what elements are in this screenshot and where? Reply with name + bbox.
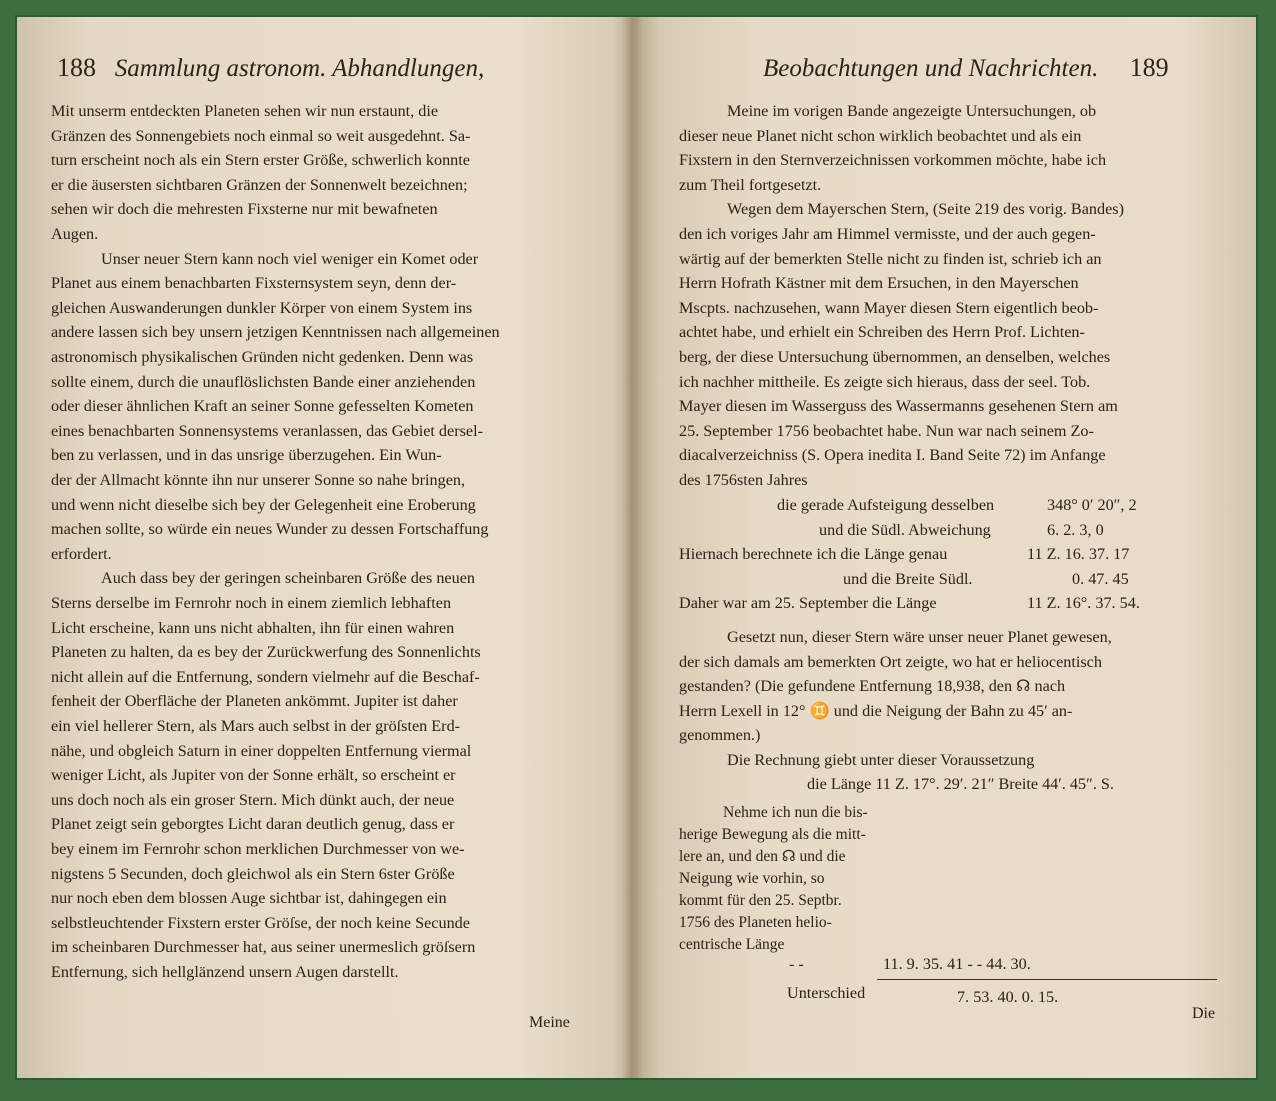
text-line: der sich damals am bemerkten Ort zeigte, wo hat er heliocentisch xyxy=(679,652,1102,671)
text-line: eines benachbarten Sonnensystems veranlassen, das Gebiet dersel- xyxy=(51,421,483,440)
text-line: Fixstern in den Sternverzeichnissen vorkommen möchte, habe ich xyxy=(679,151,1107,170)
table-row-value: 6. 2. 3, 0 xyxy=(1047,520,1104,539)
table-row-value: 11 Z. 16°. 37. 54. xyxy=(1027,594,1140,613)
text-line: Sterns derselbe im Fernrohr noch in einem ziemlich lebhaften xyxy=(51,594,452,612)
right-catchword: Die xyxy=(1192,1005,1216,1022)
text-line: Planet zeigt sein geborgtes Licht daran deutlich genug, dass er xyxy=(51,815,455,834)
text-line: turn erscheint noch als ein Stern erster Größe, schwerlich konnte xyxy=(51,151,470,170)
table-row-value: 11 Z. 16. 37. 17 xyxy=(1027,545,1130,564)
book-spread xyxy=(15,15,1258,1080)
left-head-title: Sammlung astronom. Abhandlungen, xyxy=(114,55,485,82)
text-line: sehen wir doch die mehresten Fixsterne nur mit bewafneten xyxy=(51,200,438,219)
table-row-label: Hiernach berechnete ich die Länge genau xyxy=(679,545,948,564)
text-line: Planeten zu halten, da es bey der Zurückwerfung des Sonnenlichts xyxy=(51,643,481,662)
text-line: Augen. xyxy=(51,225,99,243)
text-line: gestanden? (Die gefundene Entfernung 18,938, den ☊ nach xyxy=(679,677,1066,696)
text-line: bey einem im Fernrohr schon merklichen Durchmesser von we- xyxy=(51,840,465,858)
text-line: sollte einem, durch die unauflöslichsten Bande einer anziehenden xyxy=(51,372,476,391)
text-line: Wegen dem Mayerschen Stern, (Seite 219 des vorig. Bandes) xyxy=(727,200,1124,219)
small-text-line: herige Bewegung als die mitt- xyxy=(679,826,866,843)
text-line: Gränzen des Sonnengebiets noch einmal so weit ausgedehnt. Sa- xyxy=(51,126,471,145)
text-line: ben zu verlassen, und in das unsrige überzugehen. Ein Wun- xyxy=(51,446,442,465)
text-line: berg, der diese Untersuchung übernommen, an denselben, welches xyxy=(679,348,1111,366)
small-text-line: Neigung wie vorhin, so xyxy=(679,870,825,887)
unterschied-values: 7. 53. 40. 0. 15. xyxy=(957,988,1059,1006)
text-line: Gesetzt nun, dieser Stern wäre unser neuer Planet gewesen, xyxy=(727,628,1112,646)
sum-rule xyxy=(877,979,1217,980)
right-page-number: 189 xyxy=(1129,53,1169,82)
text-line: nur noch eben dem blossen Auge sichtbar ist, dahingegen ein xyxy=(51,889,447,908)
table-row-label: und die Breite Südl. xyxy=(843,569,973,588)
text-line: er die äusersten sichtbaren Gränzen der Sonnenwelt bezeichnen; xyxy=(51,175,468,194)
small-text-line: lere an, und den ☊ und die xyxy=(679,848,846,865)
table-row-value: 0. 47. 45 xyxy=(1072,569,1129,588)
text-line: und wenn nicht dieselbe sich bey der Gelegenheit eine Eroberung xyxy=(51,495,476,514)
text-line: machen sollte, so würde ein neues Wunder zu dessen Fortschaffung xyxy=(51,520,489,539)
text-line: im scheinbaren Durchmesser hat, aus seiner unermeslich gröſsern xyxy=(51,938,476,957)
helio-values: 11. 9. 35. 41 - - 44. 30. xyxy=(883,955,1031,973)
small-text-line: Nehme ich nun die bis- xyxy=(723,804,868,821)
text-line: Unser neuer Stern kann noch viel weniger ein Komet oder xyxy=(101,249,479,268)
unterschied-label: Unterschied xyxy=(787,984,866,1002)
text-line: Mit unserm entdeckten Planeten sehen wir nun erstaunt, die xyxy=(51,102,439,120)
text-line: Herrn Hofrath Kästner mit dem Ersuchen, in den Mayerschen xyxy=(679,274,1079,293)
right-page xyxy=(637,17,1260,1078)
right-head-title: Beobachtungen und Nachrichten. xyxy=(763,55,1099,82)
text-line: wärtig auf der bemerkten Stelle nicht zu finden ist, schrieb ich an xyxy=(679,249,1102,268)
text-line: selbstleuchtender Fixstern erster Gröſse, der noch keine Secunde xyxy=(51,913,470,932)
table-row-label: die gerade Aufsteigung desselben xyxy=(777,496,995,514)
text-line: dieser neue Planet nicht schon wirklich beobachtet und als ein xyxy=(679,126,1082,145)
table-row-value: 348° 0′ 20″, 2 xyxy=(1047,496,1137,514)
small-text-line: centrische Länge xyxy=(679,936,785,953)
text-line: zum Theil fortgesetzt. xyxy=(679,175,822,194)
text-line: Auch dass bey der geringen scheinbaren Größe des neuen xyxy=(101,569,475,588)
text-line: Mayer diesen im Wasserguss des Wassermanns gesehenen Stern am xyxy=(679,397,1118,416)
rechnung-line: Die Rechnung giebt unter dieser Voraussetzung xyxy=(727,751,1035,769)
text-line: nicht allein auf die Entfernung, sondern vielmehr auf die Beschaf- xyxy=(51,667,480,686)
text-line: andere lassen sich bey unsern jetzigen Kenntnissen nach allgemeinen xyxy=(51,323,500,342)
text-line: nigstens 5 Secunden, doch gleichwol als ein Stern 6ster Größe xyxy=(51,864,455,883)
text-line: gleichen Auswanderungen dunkler Körper von einem System ins xyxy=(51,298,473,317)
text-line: Entfernung, sich hellglänzend unsern Augen darstellt. xyxy=(51,963,399,981)
right-running-head xyxy=(763,53,1169,83)
text-line: diacalverzeichniss (S. Opera inedita I. Band Seite 72) im Anfange xyxy=(679,446,1106,465)
text-line: Planet aus einem benachbarten Fixsternsystem seyn, denn der- xyxy=(51,274,457,293)
text-line: fenheit der Oberfläche der Planeten ankömmt. Jupiter ist daher xyxy=(51,692,458,711)
text-line: achtet habe, und erhielt ein Schreiben des Herrn Prof. Lichten- xyxy=(679,323,1085,342)
rechnung-result: die Länge 11 Z. 17°. 29′. 21″ Breite 44′. 45″. S. xyxy=(807,775,1114,793)
text-line: uns doch noch als ein groser Stern. Mich dünkt auch, der neue xyxy=(51,790,455,809)
text-line: Licht erscheine, kann uns nicht abhalten, ihn für einen wahren xyxy=(51,618,455,637)
left-catchword: Meine xyxy=(529,1014,570,1031)
left-running-head xyxy=(57,53,484,83)
left-page-number: 188 xyxy=(57,53,96,82)
text-line: den ich voriges Jahr am Himmel vermisste, und der auch gegen- xyxy=(679,225,1096,243)
text-line: oder dieser ähnlichen Kraft an seiner Sonne gefesselten Kometen xyxy=(51,397,474,416)
text-line: ich nachher mittheile. Es zeigte sich hieraus, dass der seel. Tob. xyxy=(679,372,1091,391)
table-row-label: und die Südl. Abweichung xyxy=(819,520,991,539)
small-text-line: kommt für den 25. Septbr. xyxy=(679,892,842,909)
text-line: Mscpts. nachzusehen, wann Mayer diesen Stern eigentlich beob- xyxy=(679,298,1099,317)
text-line: Meine im vorigen Bande angezeigte Untersuchungen, ob xyxy=(727,102,1097,120)
text-line: astronomisch physikalischen Gründen nicht gedenken. Denn was xyxy=(51,348,474,366)
text-line: ein viel hellerer Stern, als Mars auch selbst in der gröſsten Erd- xyxy=(51,717,461,735)
dashes: - - xyxy=(789,955,804,973)
text-line: nähe, und obgleich Saturn in einer doppelten Entfernung viermal xyxy=(51,741,472,760)
text-line: genommen.) xyxy=(679,726,761,745)
small-text-line: 1756 des Planeten helio- xyxy=(679,914,832,931)
text-line: des 1756sten Jahres xyxy=(679,471,808,489)
text-line: Herrn Lexell in 12° ♊ und die Neigung der Bahn zu 45′ an- xyxy=(679,701,1073,720)
text-line: weniger Licht, als Jupiter von der Sonne erhält, so erscheint er xyxy=(51,766,456,785)
text-line: erfordert. xyxy=(51,544,112,563)
table-row-label: Daher war am 25. September die Länge xyxy=(679,594,937,613)
text-line: der der Allmacht könnte ihn nur unserer Sonne so nahe bringen, xyxy=(51,471,466,489)
left-page xyxy=(17,17,627,1078)
text-line: 25. September 1756 beobachtet habe. Nun war nach seinem Zo- xyxy=(679,421,1094,440)
